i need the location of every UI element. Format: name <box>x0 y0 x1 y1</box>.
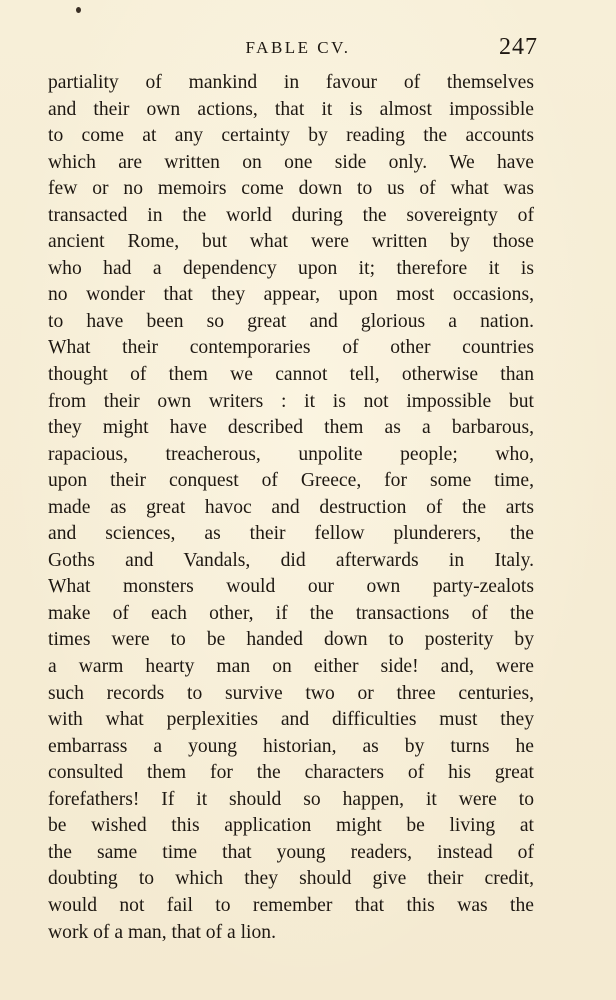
text-line: such records to survive two or three centuries, <box>48 682 534 704</box>
text-line: few or no memoirs come down to us of what was <box>48 178 534 200</box>
text-line: forefathers! If it should so happen, it were to <box>48 788 534 810</box>
text-line: and their own actions, that it is almost impossible <box>48 98 534 120</box>
text-line: and sciences, as their fellow plunderers, the <box>48 523 534 545</box>
text-line: the same time that young readers, instead of <box>48 841 534 863</box>
text-line: What their contemporaries of other countries <box>48 337 534 359</box>
text-line: ancient Rome, but what were written by those <box>48 231 534 253</box>
text-line: upon their conquest of Greece, for some time, <box>48 470 534 492</box>
body-text <box>48 70 534 946</box>
text-line: no wonder that they appear, upon most occasions, <box>48 284 534 306</box>
text-line: partiality of mankind in favour of themselves <box>48 72 534 93</box>
fable-title: FABLE CV. <box>245 38 351 57</box>
text-line: made as great havoc and destruction of the arts <box>48 496 534 518</box>
page-number: 247 <box>499 34 538 60</box>
text-line: to have been so great and glorious a nation. <box>48 310 534 332</box>
text-line: who had a dependency upon it; therefore it is <box>48 257 534 279</box>
text-line: Goths and Vandals, did afterwards in Italy. <box>48 549 534 571</box>
text-line: a warm hearty man on either side! and, were <box>48 656 534 678</box>
text-line: rapacious, treacherous, unpolite people; who, <box>48 443 534 465</box>
text-line: make of each other, if the transactions of the <box>48 602 534 624</box>
text-line: to come at any certainty by reading the accounts <box>48 125 534 147</box>
text-line: which are written on one side only. We have <box>48 151 534 173</box>
text-line: What monsters would our own party-zealots <box>48 576 534 598</box>
text-line: embarrass a young historian, as by turns he <box>48 735 534 757</box>
text-line: they might have described them as a barbarous, <box>48 417 534 439</box>
text-line: times were to be handed down to posterity by <box>48 629 534 651</box>
text-line: consulted them for the characters of his great <box>48 762 534 784</box>
text-line: from their own writers : it is not impossible but <box>48 390 534 412</box>
running-head <box>48 36 538 62</box>
text-line: work of a man, that of a lion. <box>48 921 276 943</box>
text-line: be wished this application might be living at <box>48 815 534 837</box>
text-line: transacted in the world during the sovereignty of <box>48 204 534 226</box>
ink-speck <box>76 7 81 13</box>
text-line: doubting to which they should give their credit, <box>48 868 534 890</box>
text-line: thought of them we cannot tell, otherwise than <box>48 364 534 386</box>
text-line: would not fail to remember that this was the <box>48 894 534 916</box>
text-line: with what perplexities and difficulties must they <box>48 709 534 731</box>
